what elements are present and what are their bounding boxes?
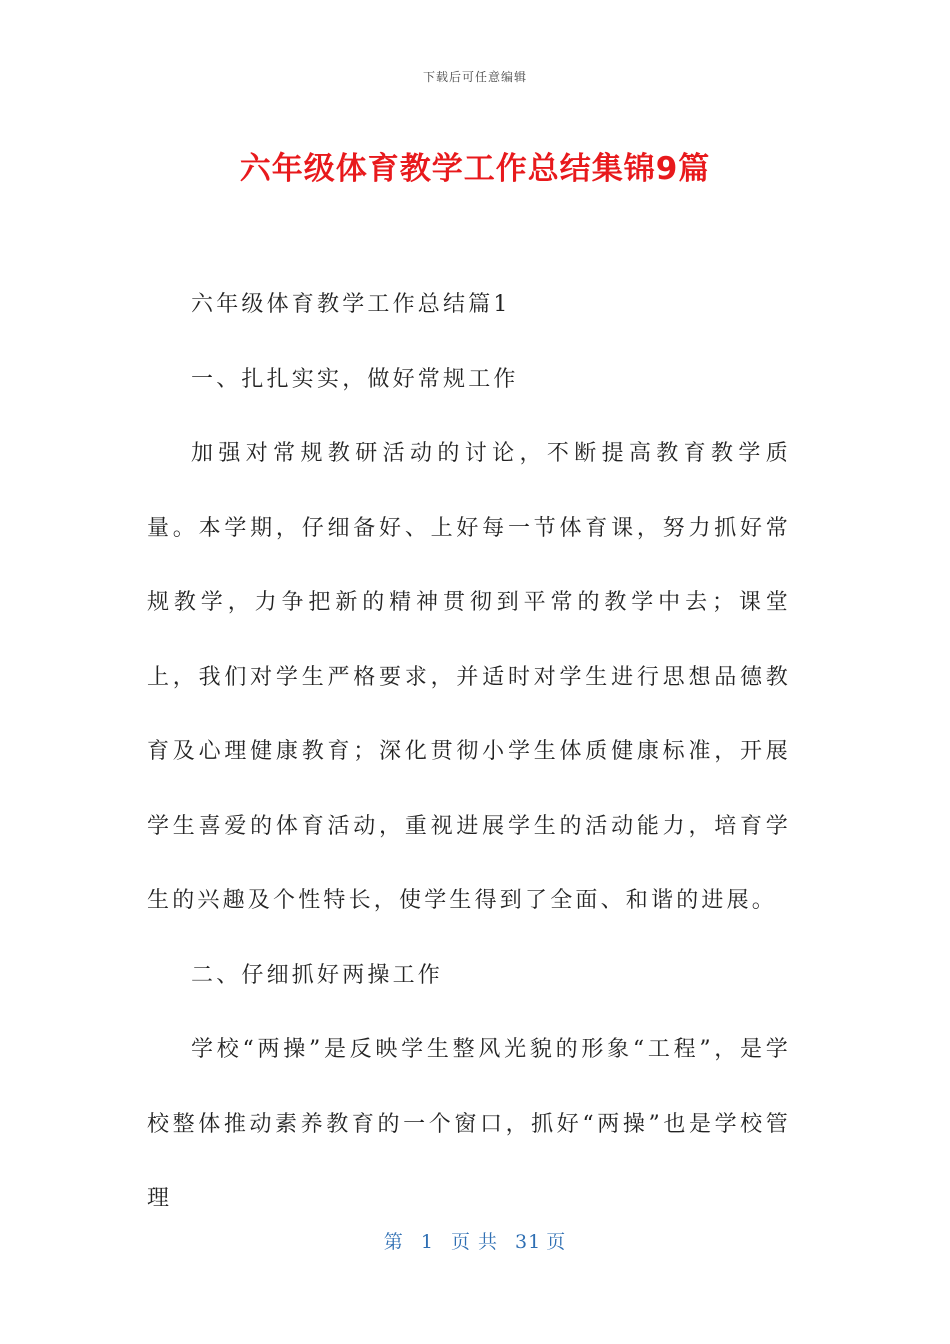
footer-prefix: 第 bbox=[383, 1231, 404, 1253]
section-heading: 六年级体育教学工作总结篇1 bbox=[191, 292, 511, 317]
document-title: 六年级体育教学工作总结集锦9篇 bbox=[239, 151, 711, 187]
current-page-number: 1 bbox=[420, 1231, 434, 1253]
body-paragraph: 加强对常规教研活动的讨论，不断提高教育教学质量。本学期，仔细备好、上好每一节体育课，努力抓好常规教学，力争把新的精神贯彻到平常的教学中去；课堂上，我们对学生严格要求，并适时对学生进行思想品德教育及心理健康教育；深化贯彻小学生体质健康标准，开展学生喜爱的体育活动，重视进展学生的活动能力，培育学生的兴趣及个性特长，使学生得到了全面、和谐的进展。 bbox=[147, 441, 791, 913]
subsection-heading: 一、扎扎实实，做好常规工作 bbox=[191, 366, 519, 392]
body-paragraph: 学校“两操”是反映学生整风光貌的形象“工程”，是学校整体推动素养教育的一个窗口，抓好“两操”也是学校管理 bbox=[147, 1037, 791, 1211]
subsection-heading: 二、仔细抓好两操工作 bbox=[191, 962, 444, 988]
header-note: 下载后可任意编辑 bbox=[422, 70, 527, 84]
page-footer bbox=[0, 1227, 950, 1254]
footer-suffix: 页 bbox=[546, 1231, 567, 1253]
document-body bbox=[147, 268, 791, 1237]
total-page-count: 31 bbox=[515, 1231, 542, 1253]
footer-middle: 页 共 bbox=[450, 1231, 498, 1253]
